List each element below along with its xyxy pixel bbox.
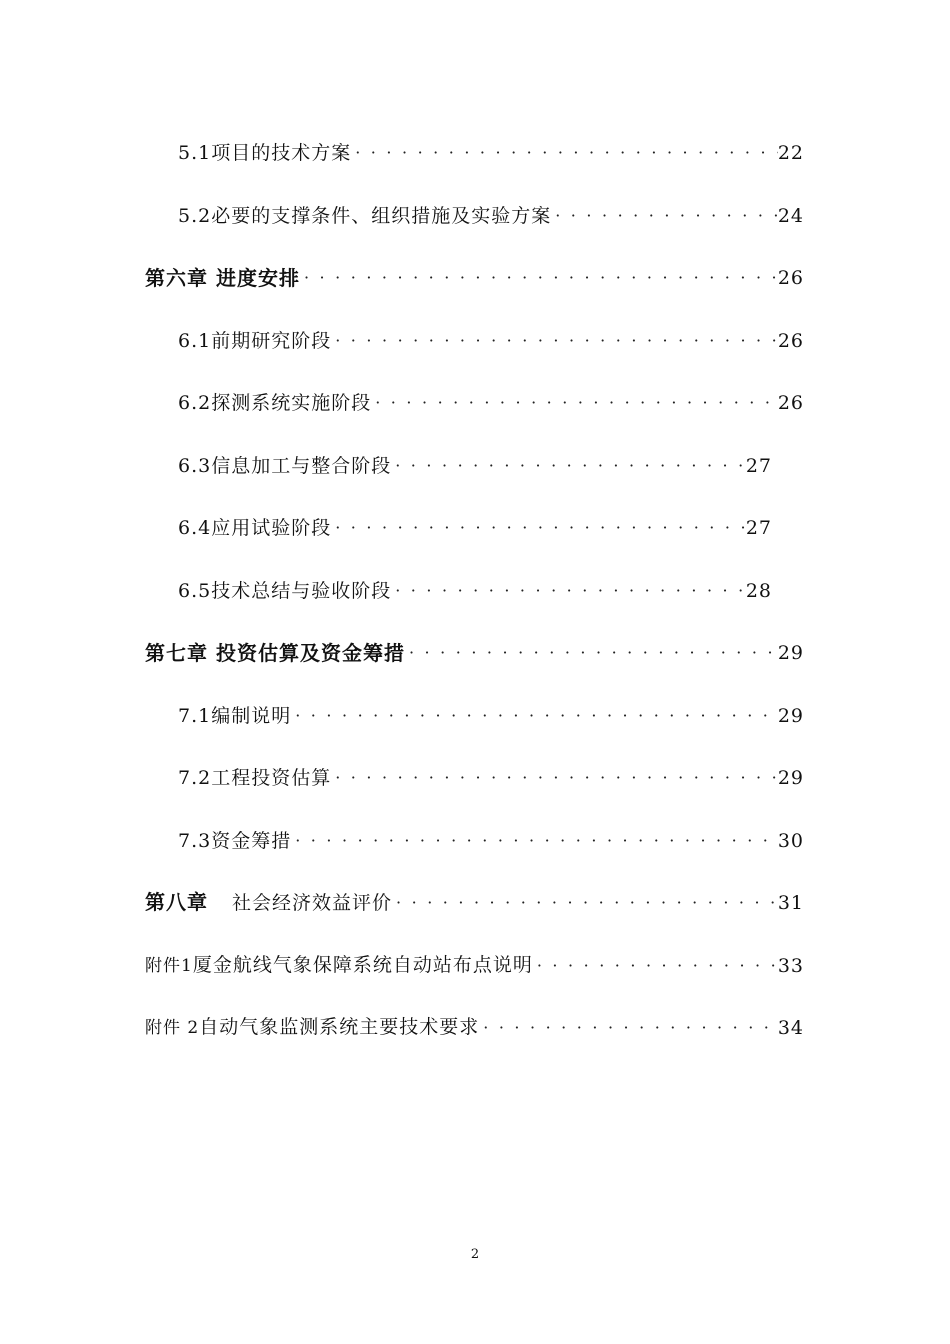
- toc-entry-subtitle: 自动气象监测系统主要技术要求: [199, 1016, 480, 1038]
- toc-entry-7-1[interactable]: [178, 696, 804, 728]
- toc-entry-title: 5.1项目的技术方案: [178, 142, 352, 164]
- toc-entry-page: 22: [777, 142, 804, 164]
- page-number: 2: [470, 1247, 480, 1262]
- toc-entry-5-1[interactable]: [178, 133, 804, 165]
- toc-entry-page: 24: [777, 205, 804, 227]
- toc-entry-chapter-8[interactable]: [145, 883, 804, 915]
- toc-entry-chapter-7[interactable]: [145, 633, 804, 665]
- toc-leader-dots: [335, 516, 746, 540]
- toc-leader-dots: [375, 391, 778, 415]
- toc-entry-appendix-2[interactable]: [145, 1008, 804, 1040]
- toc-entry-title: 7.3资金筹措: [178, 830, 292, 852]
- toc-entry-title: 第七章 投资估算及资金筹措: [145, 641, 405, 665]
- toc-entry-title: 6.3信息加工与整合阶段: [178, 455, 392, 477]
- toc-entry-title: 7.1编制说明: [178, 705, 292, 727]
- toc-leader-dots: [335, 766, 778, 790]
- toc-entry-title: 第八章: [145, 890, 208, 914]
- toc-leader-dots: [395, 454, 746, 478]
- toc-leader-dots: [555, 204, 778, 228]
- toc-entry-page: 27: [745, 455, 772, 477]
- toc-entry-6-2[interactable]: [178, 383, 804, 415]
- toc-entry-subtitle: 社会经济效益评价: [232, 892, 393, 914]
- toc-entry-title: 6.2探测系统实施阶段: [178, 392, 372, 414]
- toc-entry-title: 5.2必要的支撑条件、组织措施及实验方案: [178, 205, 552, 227]
- toc-entry-6-4[interactable]: [178, 508, 772, 540]
- toc-entry-title: 第六章 进度安排: [145, 266, 300, 290]
- toc-entry-6-1[interactable]: [178, 321, 804, 353]
- toc-entry-page: 26: [777, 330, 804, 352]
- toc-entry-appendix-1[interactable]: [145, 946, 804, 978]
- toc-leader-dots: [295, 704, 778, 728]
- toc-entry-title: 6.1前期研究阶段: [178, 330, 332, 352]
- toc-leader-dots: [335, 329, 778, 353]
- toc-entry-page: 26: [777, 392, 804, 414]
- toc-entry-7-3[interactable]: [178, 821, 804, 853]
- toc-entry-title: 6.4应用试验阶段: [178, 517, 332, 539]
- toc-entry-page: 28: [745, 580, 772, 602]
- toc-entry-subtitle: 厦金航线气象保障系统自动站布点说明: [192, 954, 533, 976]
- toc-entry-page: 27: [745, 517, 772, 539]
- toc-leader-dots: [295, 829, 778, 853]
- toc-entry-title: 7.2工程投资估算: [178, 767, 332, 789]
- toc-entry-7-2[interactable]: [178, 758, 804, 790]
- toc-entry-page: 31: [777, 892, 804, 914]
- toc-entry-page: 34: [777, 1017, 804, 1039]
- toc-entry-title: 6.5技术总结与验收阶段: [178, 580, 392, 602]
- toc-leader-dots: [409, 641, 778, 665]
- toc-leader-dots: [355, 141, 778, 165]
- toc-entry-6-3[interactable]: [178, 446, 772, 478]
- toc-entry-page: 29: [777, 767, 804, 789]
- toc-entry-chapter-6[interactable]: [145, 258, 804, 290]
- toc-entry-page: 33: [777, 955, 804, 977]
- toc-entry-page: 29: [777, 642, 804, 664]
- toc-entry-5-2[interactable]: [178, 196, 804, 228]
- toc-entry-title: 附件1: [145, 956, 193, 976]
- toc-entry-page: 26: [777, 267, 804, 289]
- toc-leader-dots: [396, 891, 778, 915]
- toc-leader-dots: [483, 1016, 778, 1040]
- toc-leader-dots: [395, 579, 746, 603]
- toc-entry-title: 附件 2: [145, 1018, 200, 1038]
- toc-entry-page: 29: [777, 705, 804, 727]
- toc-entry-6-5[interactable]: [178, 571, 772, 603]
- toc-leader-dots: [304, 266, 778, 290]
- toc-leader-dots: [537, 954, 778, 978]
- toc-entry-page: 30: [777, 830, 804, 852]
